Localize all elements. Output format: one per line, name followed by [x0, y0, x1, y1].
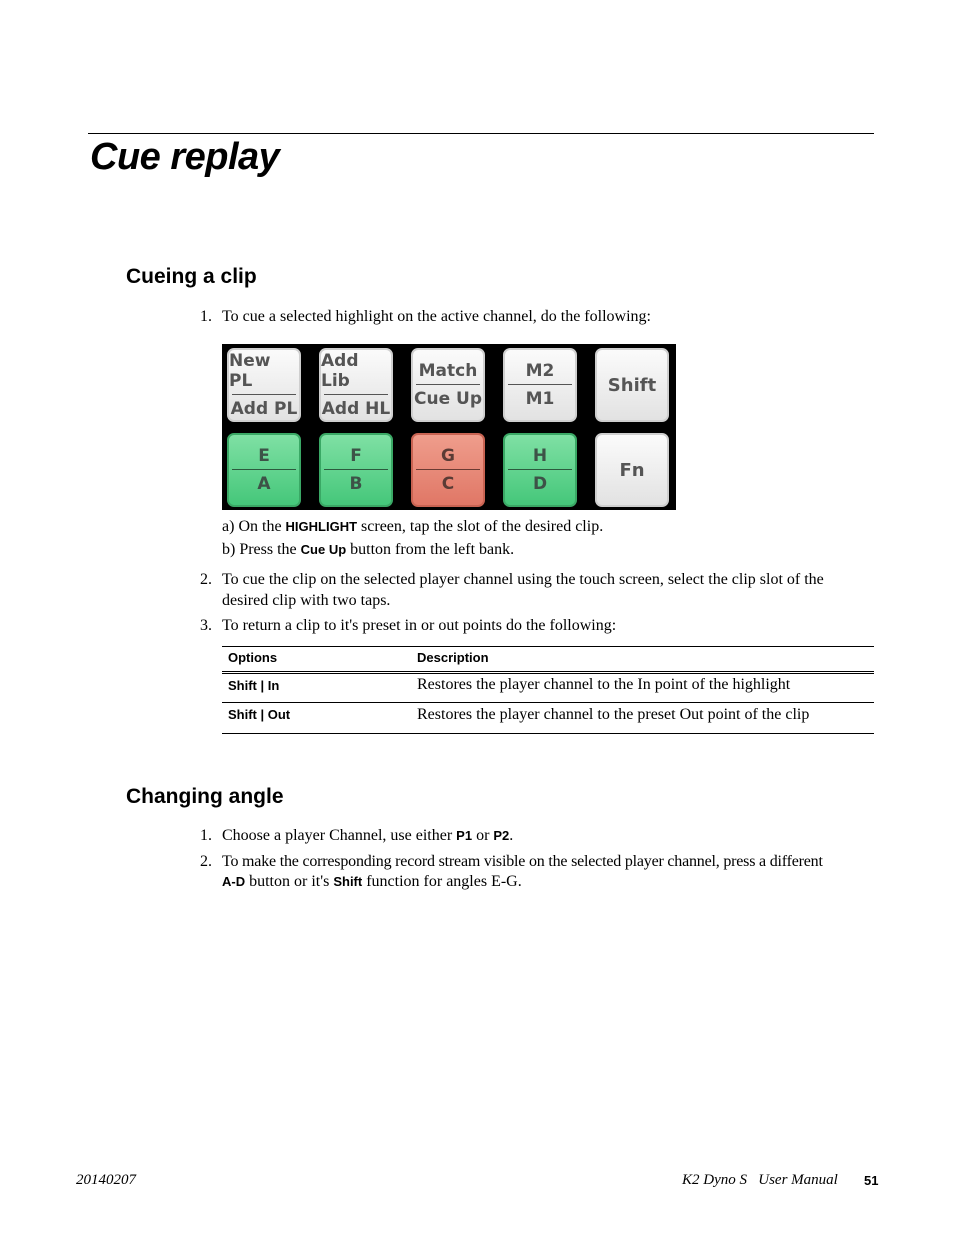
step-text: To cue a selected highlight on the active channel, do the following: — [222, 308, 651, 325]
step-text-line2: desired clip with two taps. — [222, 592, 391, 609]
step-text-line1: To cue the clip on the selected player channel using the touch screen, select the clip slot of the — [222, 571, 824, 588]
h-d-button — [503, 433, 577, 507]
button-bottom-label: Add HL — [321, 399, 391, 419]
button-divider — [324, 394, 388, 395]
step-text-line1: To make the corresponding record stream visible on the selected player channel, press a different — [222, 853, 823, 870]
add-lib-add-hl-button — [319, 348, 393, 422]
ui-term-p1: P1 — [456, 828, 473, 843]
page-title: Cue replay — [90, 136, 280, 178]
ui-term-a-d: A-D — [222, 874, 246, 889]
step-text-part: Choose a player Channel, use either — [222, 827, 453, 844]
step-text-part: function for angles E-G. — [366, 873, 522, 890]
button-label: Shift — [607, 374, 657, 396]
step-number: 2. — [200, 571, 212, 588]
button-top-label: F — [350, 446, 362, 466]
button-bottom-label: M1 — [525, 389, 555, 409]
step-text-part: . — [509, 827, 514, 844]
m2-m1-button — [503, 348, 577, 422]
button-bottom-label: A — [257, 474, 271, 494]
section-heading-cueing: Cueing a clip — [126, 265, 257, 288]
step-text-part: or — [476, 827, 490, 844]
table-row-option: Shift | Out — [228, 707, 291, 722]
table-bottom-rule — [222, 733, 874, 734]
e-a-button — [227, 433, 301, 507]
substep-marker: a) — [222, 518, 235, 535]
table-header-options: Options — [228, 650, 278, 665]
substep-b — [222, 539, 514, 560]
button-top-label: Add Lib — [321, 351, 359, 391]
step-number: 2. — [200, 853, 212, 870]
f-b-button — [319, 433, 393, 507]
title-rule — [88, 133, 874, 134]
button-top-label: M2 — [525, 361, 555, 381]
footer-page-number: 51 — [864, 1173, 879, 1188]
table-header-rule-double — [222, 673, 874, 674]
g-c-button — [411, 433, 485, 507]
step-number: 3. — [200, 617, 212, 634]
shift-button — [595, 348, 669, 422]
footer-date: 20140207 — [76, 1172, 136, 1188]
button-label: Fn — [619, 459, 645, 481]
table-row-rule — [222, 702, 874, 703]
button-top-label: Match — [418, 361, 478, 381]
table-row-description: Restores the player channel to the In point of the highlight — [417, 676, 791, 693]
step-text — [222, 825, 513, 846]
button-bottom-label: Add PL — [230, 399, 298, 419]
button-bottom-label: D — [532, 474, 548, 494]
step-text-line2 — [222, 871, 522, 892]
step-number: 1. — [200, 308, 212, 325]
step-text: To return a clip to it's preset in or out points do the following: — [222, 617, 617, 634]
ui-term-highlight: HIGHLIGHT — [285, 519, 358, 534]
button-divider — [416, 469, 480, 470]
table-top-rule — [222, 646, 874, 647]
new-pl-add-pl-button — [227, 348, 301, 422]
button-divider — [324, 469, 388, 470]
ui-term-cue-up: Cue Up — [300, 542, 347, 557]
button-top-label: E — [258, 446, 270, 466]
button-bottom-label: Cue Up — [414, 389, 482, 409]
footer-manual-title: K2 Dyno S User Manual — [682, 1172, 838, 1188]
button-top-label: H — [532, 446, 548, 466]
button-top-label: G — [441, 446, 455, 466]
table-row-option: Shift | In — [228, 678, 280, 693]
button-divider — [508, 384, 572, 385]
table-row-description: Restores the player channel to the preset Out point of the clip — [417, 706, 810, 723]
step-text-part: button or it's — [249, 873, 330, 890]
button-bottom-label: B — [349, 474, 363, 494]
match-cue-up-button — [411, 348, 485, 422]
substep-a — [222, 516, 603, 537]
substep-text: Press the — [239, 541, 297, 558]
substep-text: button from the left bank. — [350, 541, 515, 558]
button-panel-image — [222, 344, 676, 510]
table-header-description: Description — [417, 650, 489, 665]
table-header-rule — [222, 671, 874, 672]
fn-button — [595, 433, 669, 507]
substep-text: On the — [238, 518, 282, 535]
substep-text: screen, tap the slot of the desired clip. — [361, 518, 604, 535]
substep-marker: b) — [222, 541, 236, 558]
ui-term-shift: Shift — [333, 874, 363, 889]
button-divider — [232, 469, 296, 470]
step-number: 1. — [200, 827, 212, 844]
button-divider — [416, 384, 480, 385]
button-top-label: New PL — [229, 351, 271, 391]
ui-term-p2: P2 — [493, 828, 510, 843]
section-heading-changing-angle: Changing angle — [126, 785, 284, 808]
button-bottom-label: C — [441, 474, 455, 494]
button-divider — [232, 394, 296, 395]
button-divider — [508, 469, 572, 470]
